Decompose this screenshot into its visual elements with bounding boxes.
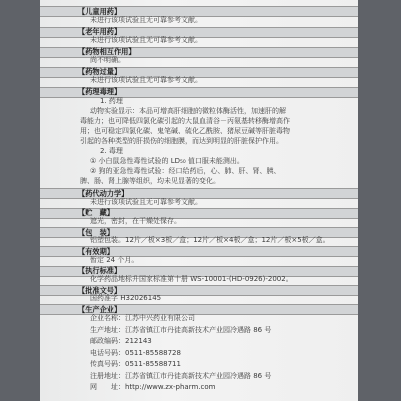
- section-header-packaging: 【包 装】: [78, 227, 114, 237]
- pharmacology-text-line: 引起的各种类型的肝损伤的细胞膜，而达到明显的肝脏保护作用。: [80, 136, 283, 145]
- toxicology-text-line: 脾、肠、肾上腺等组织，均未见显著的变化。: [80, 176, 220, 185]
- section-header-pharmacology-toxicology: 【药理毒理】: [78, 87, 122, 97]
- postal-code: 邮政编码：212143: [90, 337, 152, 346]
- website: 网 址：http://www.zx-pharm.com: [90, 383, 216, 392]
- phone-number: 电话号码：0511-85588728: [90, 348, 181, 357]
- section-header-overdose: 【药物过量】: [78, 67, 122, 77]
- toxicology-heading: 2. 毒理: [100, 146, 123, 155]
- section-header-manufacturer: 【生产企业】: [78, 305, 122, 314]
- pharmacology-text-line: 动物实验显示：本品可增高肝细胞的微粒体酶活性，加速肝的解: [90, 106, 286, 115]
- section-header-storage: 【贮 藏】: [78, 208, 114, 218]
- pharmacokinetics-text: 未进行该项试验且无可靠参考文献。: [90, 197, 202, 206]
- section-header-pediatric-use: 【儿童用药】: [78, 7, 122, 17]
- overdose-text: 未进行该项试验且无可靠参考文献。: [90, 75, 202, 84]
- packaging-text: 铝塑包装。12片／板×3板／盒；12片／板×4板／盒；12片／板×5板／盒。: [90, 236, 330, 245]
- pediatric-use-text: 未进行该项试验且无可靠参考文献。: [90, 15, 202, 24]
- package-insert-sheet: [40, 0, 358, 401]
- drug-interactions-text: 尚不明确。: [90, 55, 125, 64]
- approval-number-text: 国药准字 H32026145: [90, 294, 162, 303]
- company-name: 企业名称：江苏中兴药业有限公司: [90, 314, 195, 323]
- pharmacology-text-line: 用；也可稳定四氯化碳、鬼笔碱、硫化乙酰胺、猪尿豆碱等肝脏毒物: [80, 126, 290, 135]
- section-header-shelf-life: 【有效期】: [78, 247, 114, 256]
- section-header-standard: 【执行标准】: [78, 266, 122, 276]
- geriatric-use-text: 未进行该项试验且无可靠参考文献。: [90, 35, 202, 44]
- production-address: 生产地址：江苏省镇江市丹徒高新技术产业园冷遇路 86 号: [90, 325, 272, 334]
- section-header-geriatric-use: 【老年用药】: [78, 27, 122, 37]
- toxicology-text-line: ① 小白鼠急性毒性试验的 LD₅₀ 值口服未能测出。: [90, 156, 244, 165]
- section-header-pharmacokinetics: 【药代动力学】: [78, 189, 129, 198]
- section-header-drug-interactions: 【药物相互作用】: [78, 47, 136, 57]
- pharmacology-text-line: 毒能力；也可降低四氯化碳引起的大鼠血清谷－丙氨基转移酶增高作: [80, 116, 290, 125]
- toxicology-text-line: ② 狗的亚急性毒性试验：经口给药后，心、肺、肝、肾、胰、: [90, 166, 281, 175]
- standard-text: 化学药品地标升国家标准第十册 WS-10001-(HD-0926)-2002。: [90, 275, 293, 283]
- section-header-approval-number: 【批准文号】: [78, 285, 122, 295]
- registered-address: 注册地址：江苏省镇江市丹徒高新技术产业园冷遇路 86 号: [90, 371, 272, 380]
- pharmacology-heading: 1. 药理: [100, 96, 123, 105]
- storage-text: 遮光，密封，在干燥处保存。: [90, 217, 181, 225]
- fax-number: 传真号码：0511-85588711: [90, 360, 181, 369]
- shelf-life-text: 暂定 24 个月。: [90, 255, 139, 264]
